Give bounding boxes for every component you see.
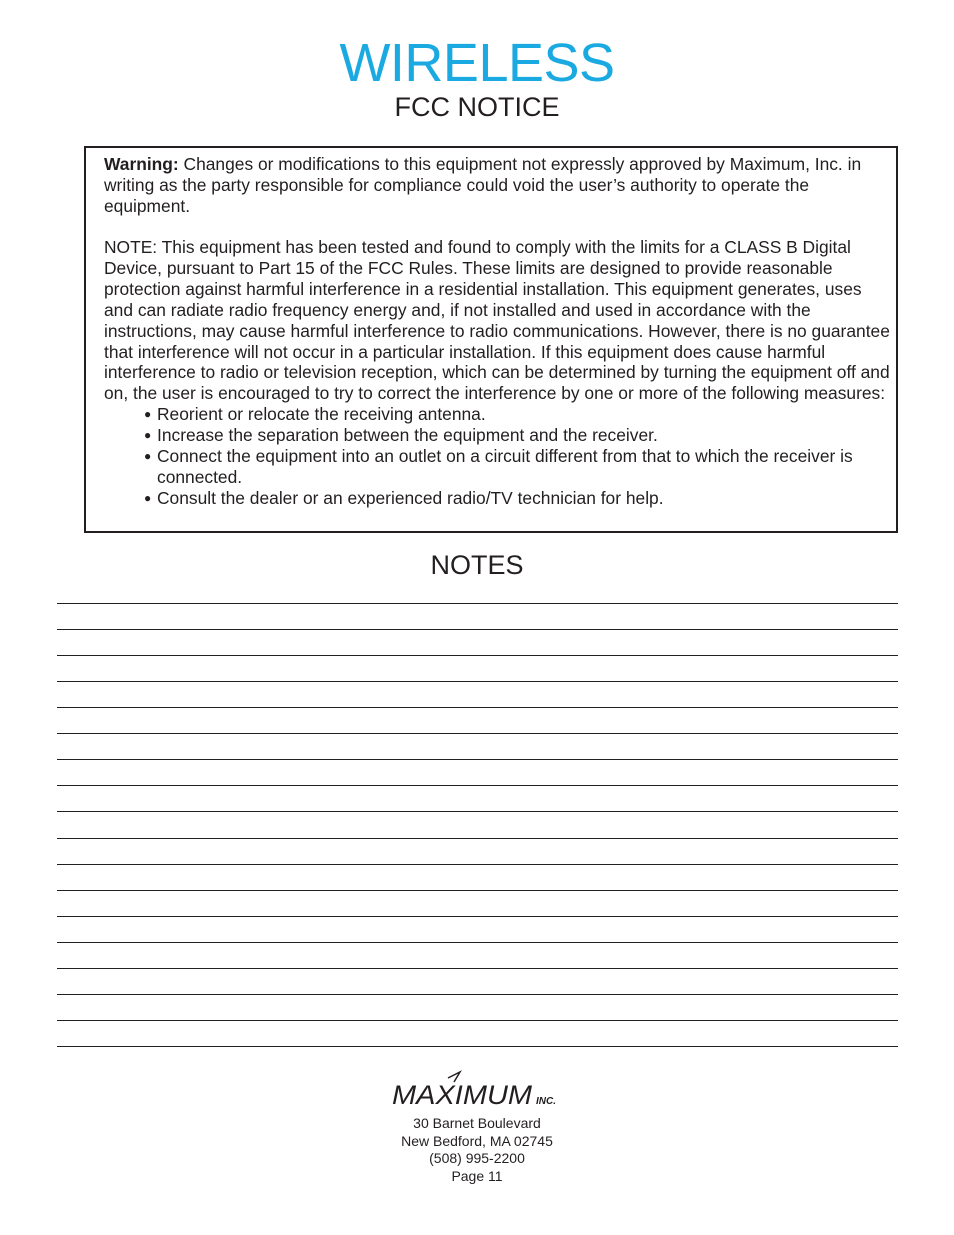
note-line bbox=[57, 942, 898, 943]
note-line bbox=[57, 890, 898, 891]
fcc-notice-text bbox=[104, 154, 894, 508]
footer-address bbox=[0, 1115, 954, 1185]
note-line bbox=[57, 603, 898, 604]
note-line bbox=[57, 707, 898, 708]
note-line bbox=[57, 733, 898, 734]
measures-list bbox=[104, 404, 894, 508]
bullet-icon: ● bbox=[144, 448, 152, 463]
note-line bbox=[57, 864, 898, 865]
list-item: ● Increase the separation between the equipment and the receiver. bbox=[144, 424, 658, 445]
address-phone: (508) 995-2200 bbox=[429, 1150, 525, 1166]
notes-heading: NOTES bbox=[430, 550, 524, 580]
logo-suffix: INC. bbox=[536, 1096, 556, 1107]
note-line bbox=[57, 916, 898, 917]
note-line bbox=[57, 968, 898, 969]
address-city: New Bedford, MA 02745 bbox=[401, 1132, 553, 1149]
page-subtitle: FCC NOTICE bbox=[394, 92, 560, 122]
warning-paragraph bbox=[104, 154, 894, 217]
bullet-icon: ● bbox=[144, 427, 152, 442]
bullet-icon: ● bbox=[144, 407, 152, 422]
page-number: Page 11 bbox=[451, 1167, 503, 1184]
note-line bbox=[57, 1020, 898, 1021]
note-line bbox=[57, 1046, 898, 1047]
bullet-icon: ● bbox=[144, 490, 152, 505]
note-paragraph: NOTE: This equipment has been tested and found to comply with the limits for a CLASS B Digital Device, pursuant to Part 15 of the FCC Rules. These limits are designed to provide reasonable protection against harmful interference in a residential installation. This equipment generates, uses and can radiate radio frequency energy and, if not installed and used in accordance with the instructions, may cause harmful interference to radio communications. However, there is no guarantee that interference will not occur in a particular installation. If this equipment does cause harmful interference to radio or television reception, which can be determined by turning the equipment off and on, the user is encouraged to try to correct the interference by one or more of the following measures: bbox=[104, 237, 890, 404]
warning-text: Changes or modifications to this equipment not expressly approved by Maximum, Inc. in writing as the party responsible for compliance could void the user’s authority to operate the equipment. bbox=[104, 154, 862, 216]
address-street: 30 Barnet Boulevard bbox=[413, 1115, 541, 1131]
list-item: ● Reorient or relocate the receiving antenna. bbox=[144, 404, 486, 425]
list-item: ● Connect the equipment into an outlet on a circuit different from that to which the receiver is connected. bbox=[144, 445, 853, 487]
note-line bbox=[57, 629, 898, 630]
page-title: WIRELESS bbox=[339, 33, 615, 93]
maximum-logo bbox=[390, 1070, 570, 1114]
note-line bbox=[57, 759, 898, 760]
warning-label: Warning: bbox=[104, 154, 179, 174]
note-line bbox=[57, 655, 898, 656]
list-item: ● Consult the dealer or an experienced radio/TV technician for help. bbox=[144, 487, 664, 508]
note-line bbox=[57, 811, 898, 812]
note-line bbox=[57, 681, 898, 682]
note-line bbox=[57, 994, 898, 995]
logo-wordmark: MAXIMUM bbox=[392, 1080, 533, 1110]
note-line bbox=[57, 838, 898, 839]
note-line bbox=[57, 785, 898, 786]
